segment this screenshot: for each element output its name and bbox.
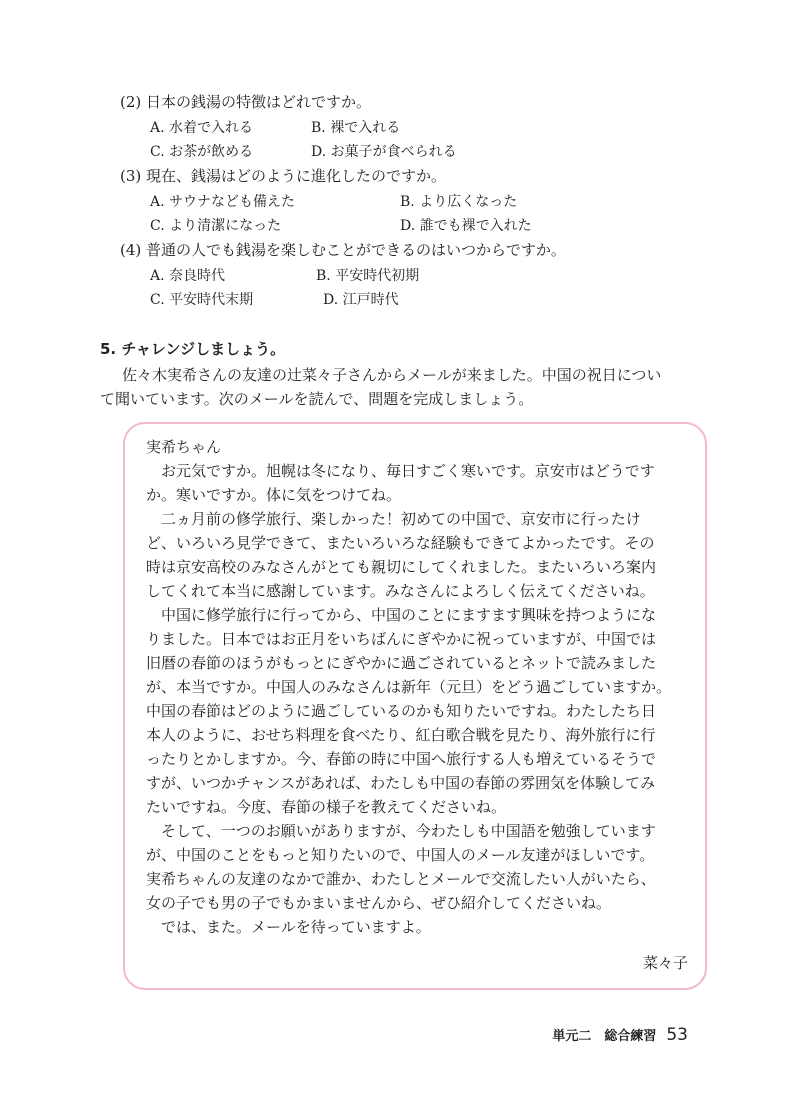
mail-line: りました。日本ではお正月をいちばんにぎやかに祝っていますが、中国では [146, 630, 657, 648]
mail-line: か。寒いですか。体に気をつけてね。 [146, 486, 402, 504]
mail-line: 旧暦の春節のほうがもっとにぎやかに過ごされているとネットで読みました [146, 654, 657, 672]
mail-line: ど、いろいろ見学できて、またいろいろな経験もできてよかったです。その [146, 534, 655, 552]
question-4-option-c: C. 平安時代末期 [150, 292, 254, 308]
question-3-option-d: D. 誰でも裸で入れた [400, 218, 532, 234]
mail-line: そして、一つのお願いがありますが、今わたしも中国語を勉強しています [146, 822, 656, 840]
question-4: (4) 普通の人でも銭湯を楽しむことができるのはいつからですか。 [120, 241, 566, 259]
mail-closing: では、また。メールを待っていますよ。 [146, 918, 431, 936]
question-2-option-b: B. 裸で入れる [311, 120, 401, 136]
question-3: (3) 現在、銭湯はどのように進化したのですか。 [120, 167, 447, 185]
page-footer [552, 1025, 688, 1045]
question-2: (2) 日本の銭湯の特徴はどれですか。 [120, 93, 372, 111]
mail-line: 二ヵ月前の修学旅行、楽しかった！初めての中国で、京安市に行ったけ [146, 510, 641, 528]
page-number: 53 [666, 1025, 688, 1045]
question-3-option-c: C. より清潔になった [150, 218, 282, 234]
question-2-option-c: C. お茶が飲める [150, 144, 254, 160]
section-intro-line: て聞いています。次のメールを読んで、問題を完成しましょう。 [100, 390, 534, 408]
question-4-option-a: A. 奈良時代 [150, 268, 226, 284]
mail-line: たいですね。今度、春節の様子を教えてくださいね。 [146, 798, 507, 816]
question-4-option-d: D. 江戸時代 [323, 292, 399, 308]
question-3-option-a: A. サウナなども備えた [150, 194, 296, 210]
section-title: 5. チャレンジしましょう。 [100, 340, 286, 358]
mail-line: してくれて本当に感謝しています。みなさんによろしく伝えてくださいね。 [146, 582, 655, 600]
mail-line: が、本当ですか。中国人のみなさんは新年（元旦）をどう過ごしていますか。 [146, 678, 672, 696]
mail-line: 中国に修学旅行に行ってから、中国のことにますます興味を持つようにな [146, 606, 657, 624]
mail-line: すが、いつかチャンスがあれば、わたしも中国の春節の雰囲気を体験してみ [146, 774, 656, 792]
mail-greeting: 実希ちゃん [146, 438, 222, 456]
question-3-option-b: B. より広くなった [400, 194, 518, 210]
mail-line: ったりとかしますか。今、春節の時に中国へ旅行する人も増えているそうで [146, 750, 657, 768]
question-4-option-b: B. 平安時代初期 [316, 268, 420, 284]
mail-line: お元気ですか。旭幌は冬になり、毎日すごく寒いです。京安市はどうです [146, 462, 655, 480]
unit-label: 単元二 総合練習 [552, 1029, 657, 1044]
section-intro-line: 佐々木実希さんの友達の辻菜々子さんからメールが来ました。中国の祝日につい [122, 366, 662, 384]
mail-line: 本人のように、おせち料理を食べたり、紅白歌合戦を見たり、海外旅行に行 [146, 726, 656, 744]
mail-line: 実希ちゃんの友達のなかで誰か、わたしとメールで交流したい人がいたら、 [146, 870, 656, 888]
mail-line: 時は京安高校のみなさんがとても親切にしてくれました。またいろいろ案内 [146, 558, 657, 576]
question-2-option-d: D. お菓子が食べられる [311, 144, 457, 160]
mail-line: 中国の春節はどのように過ごしているのかも知りたいですね。わたしたち日 [146, 702, 657, 720]
mail-signature: 菜々子 [642, 954, 688, 972]
question-2-option-a: A. 水着で入れる [150, 120, 254, 136]
mail-line: 女の子でも男の子でもかまいませんから、ぜひ紹介してくださいね。 [146, 894, 612, 912]
mail-line: が、中国のことをもっと知りたいので、中国人のメール友達がほしいです。 [146, 846, 655, 864]
